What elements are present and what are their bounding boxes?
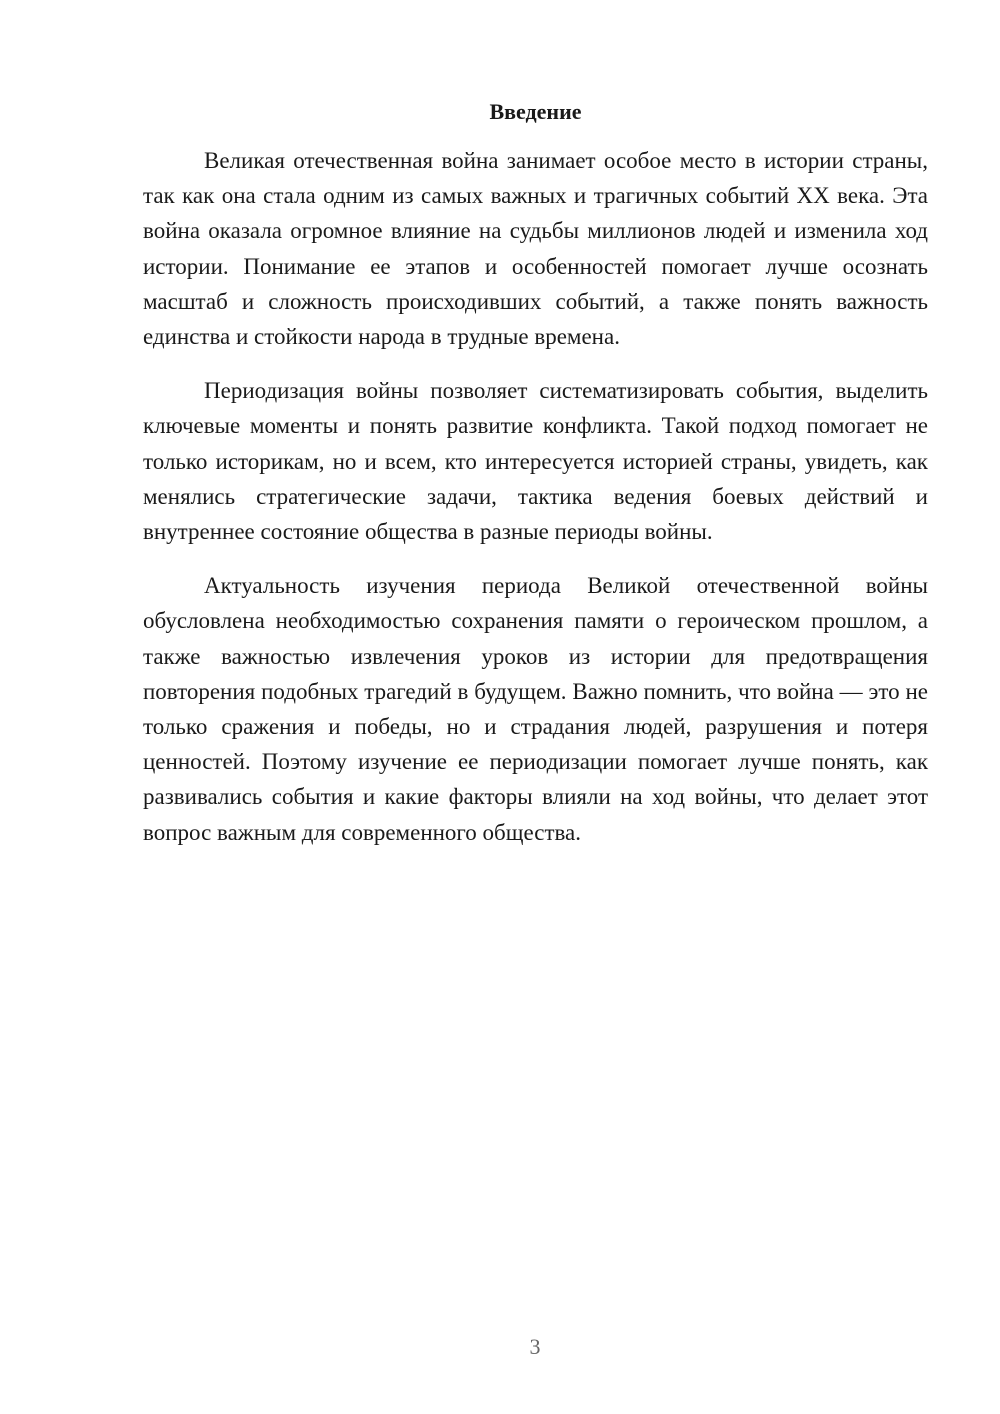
page-number: 3 — [529, 1334, 541, 1359]
body-text — [143, 143, 928, 869]
paragraph-2: Периодизация войны позволяет систематизировать события, выделить ключевые моменты и понять развитие конфликта. Такой подход помогает не только историкам, но и всем, кто интересуется историей страны, увидеть, как менялись стратегические задачи, тактика ведения боевых действий и внутреннее состояние общества в разные периоды войны. — [143, 378, 928, 545]
paragraph-3: Актуальность изучения периода Великой отечественной войны обусловлена необходимостью сохранения памяти о героическом прошлом, а также важностью извлечения уроков из истории для предотвращения повторения подобных трагедий в будущем. Важно помнить, что война — это не только сражения и победы, но и страдания людей, разрушения и потеря ценностей. Поэтому изучение ее периодизации помогает лучше понять, как развивались события и какие факторы влияли на ход войны, что делает этот вопрос важным для современного общества. — [143, 573, 928, 845]
paragraph-1: Великая отечественная война занимает особое место в истории страны, так как она стала одним из самых важных и трагичных событий XX века. Эта война оказала огромное влияние на судьбы миллионов людей и изменила ход истории. Понимание ее этапов и особенностей помогает лучше осознать масштаб и сложность происходивших событий, а также понять важность единства и стойкости народа в трудные времена. — [143, 148, 928, 350]
section-heading: Введение — [489, 99, 582, 124]
